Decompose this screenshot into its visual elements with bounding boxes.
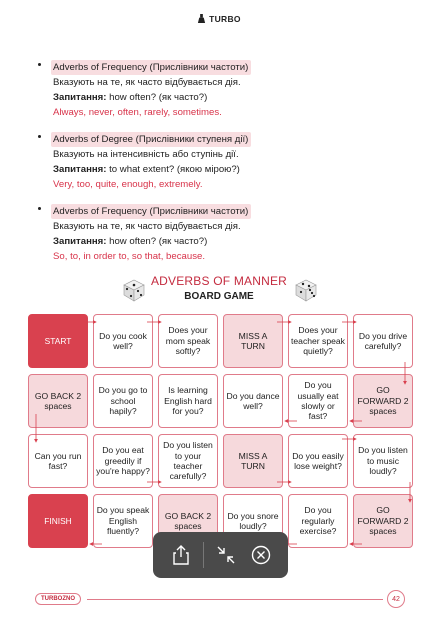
bullet-title: Adverbs of Degree (Прислівники ступеня дії) [51,132,251,147]
question-text: how often? (як часто?) [106,236,208,247]
board-cell: Do you snore loudly? [223,494,283,548]
board-cell: Do you easily lose weight? [288,434,348,488]
bullet-item [37,57,417,120]
board-cell-finish: FINISH [28,494,88,548]
collapse-button[interactable] [213,542,239,568]
bullet-question [51,162,417,177]
bullet-dot [38,135,41,138]
question-label: Запитання: [53,92,107,103]
bullet-examples: Very, too, quite, enough, extremely. [53,179,203,190]
bullet-title: Adverbs of Frequency (Прислівники частоти) [51,204,251,219]
bullet-examples: So, to, in order to, so that, because. [53,251,205,262]
board-cell-go-forward: GO FORWARD 2 spaces [353,494,413,548]
game-title: ADVERBS OF MANNER [150,274,288,288]
question-text: how often? (як часто?) [106,92,208,103]
board-cell: Is learning English hard for you? [158,374,218,428]
board-cell: Do you cook well? [93,314,153,368]
game-subtitle: BOARD GAME [184,291,254,302]
page-number: 42 [387,590,405,608]
bullet-title: Adverbs of Frequency (Прислівники частоти) [51,60,251,75]
bullet-examples: Always, never, often, rarely, sometimes. [53,107,222,118]
board-cell: Does your teacher speak quietly? [288,314,348,368]
board-cell: Do you listen to your teacher carefully? [158,434,218,488]
board-cell: Do you listen to music loudly? [353,434,413,488]
bullet-description: Вказують на інтенсивність або ступінь дії. [53,149,239,160]
share-icon [172,545,190,565]
board-cell: Do you regularly exercise? [288,494,348,548]
game-title-block [0,274,438,304]
board-cell: Can you run fast? [28,434,88,488]
footer-divider [87,599,383,600]
board-cell-miss-turn: MISS A TURN [223,314,283,368]
question-text: to what extent? (якою мірою?) [106,164,240,175]
board-cell-miss-turn: MISS A TURN [223,434,283,488]
page-header [0,14,438,24]
floating-toolbar [153,532,288,578]
board-cell: Do you eat greedily if you're happy? [93,434,153,488]
board-game-grid [28,314,417,550]
close-button[interactable] [248,542,274,568]
bullet-description: Вказують на те, як часто відбувається дія. [53,221,241,232]
bullet-item [37,201,417,264]
bullet-question [51,234,417,249]
question-label: Запитання: [53,236,107,247]
toolbar-divider [203,542,204,568]
collapse-icon [216,545,236,565]
bullet-question [51,90,417,105]
bullet-dot [38,207,41,210]
bullet-description: Вказують на те, як часто відбувається дія. [53,77,241,88]
bullet-dot [38,63,41,66]
board-cell: Do you usually eat slowly or fast? [288,374,348,428]
footer-brand: TURBOZNO [35,593,81,605]
bullet-item [37,129,417,192]
board-cell-go-forward: GO FORWARD 2 spaces [353,374,413,428]
board-cell: Does your mom speak softly? [158,314,218,368]
adverb-bullet-list [37,57,417,273]
board-cell-go-back: GO BACK 2 spaces [28,374,88,428]
turbo-logo-icon [197,14,206,23]
board-cell-start: START [28,314,88,368]
question-label: Запитання: [53,164,107,175]
board-cell: Do you go to school hapily? [93,374,153,428]
page-footer [35,590,405,608]
header-title: TURBO [209,14,241,24]
board-cell: Do you speak English fluently? [93,494,153,548]
board-cell-go-back: GO BACK 2 spaces [158,494,218,548]
board-cell: Do you drive carefully? [353,314,413,368]
close-circle-icon [251,545,271,565]
board-cell: Do you dance well? [223,374,283,428]
share-button[interactable] [168,542,194,568]
